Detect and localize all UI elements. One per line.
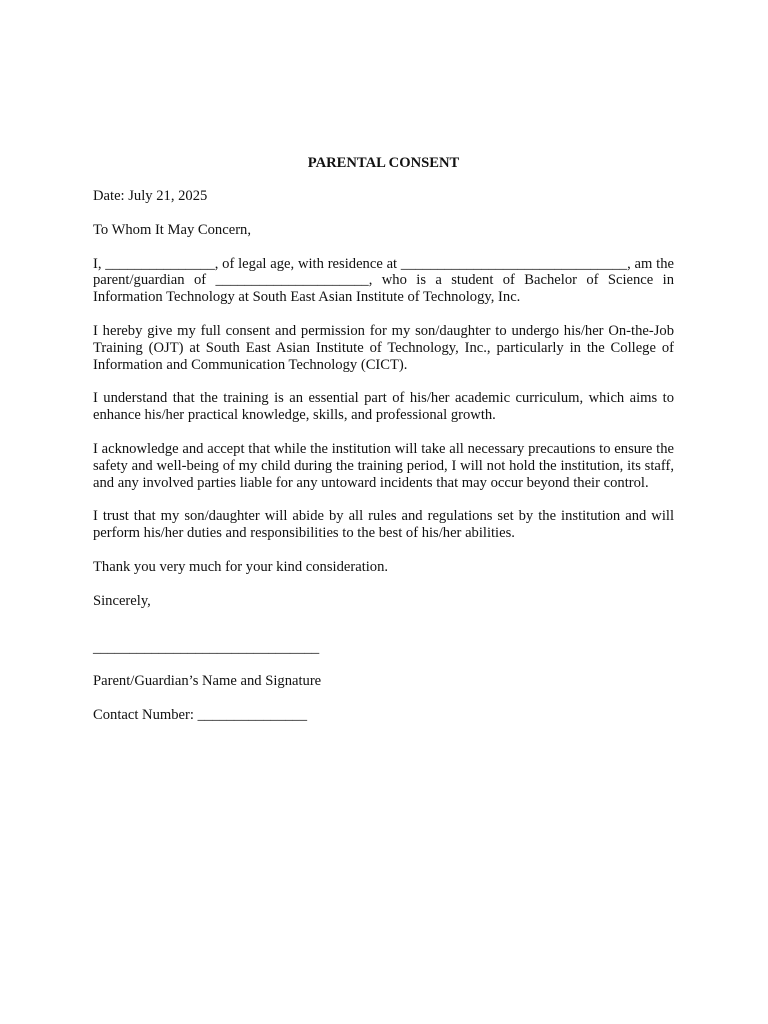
date-line: Date: July 21, 2025 bbox=[93, 188, 208, 204]
closing-sincerely: Sincerely, bbox=[93, 592, 151, 609]
paragraph-liability: I acknowledge and accept that while the institution will take all necessary precautions to ensure the safety and well-being of my child during the training period, I will not hold the institution, its staff, and any involved parties liable for any untoward incidents that may occur beyond their control. bbox=[93, 440, 674, 491]
contact-number-line: Contact Number: _______________ bbox=[93, 707, 308, 724]
signature-label: Parent/Guardian’s Name and Signature bbox=[93, 673, 322, 690]
closing-thanks: Thank you very much for your kind consideration. bbox=[93, 558, 389, 575]
salutation: To Whom It May Concern, bbox=[93, 221, 251, 238]
paragraph-rules: I trust that my son/daughter will abide by all rules and regulations set by the institution and will perform his/her duties and responsibilities to the best of his/her abilities. bbox=[93, 508, 674, 542]
document-page bbox=[93, 154, 674, 741]
paragraph-identity: I, _______________, of legal age, with residence at _______________________________, am the parent/guardian of _____________________, who is a student of Bachelor of Science in Information Technology at South East Asian Institute of Technology, Inc. bbox=[93, 255, 674, 306]
paragraph-consent: I hereby give my full consent and permission for my son/daughter to undergo his/her On-the-Job Training (OJT) at South East Asian Institute of Technology, Inc., particularly in the College of Information and Communication Technology (CICT). bbox=[93, 322, 674, 373]
signature-line: _______________________________ bbox=[93, 639, 320, 656]
document-title: PARENTAL CONSENT bbox=[307, 155, 460, 171]
paragraph-curriculum: I understand that the training is an essential part of his/her academic curriculum, which aims to enhance his/her practical knowledge, skills, and professional growth. bbox=[93, 390, 674, 424]
